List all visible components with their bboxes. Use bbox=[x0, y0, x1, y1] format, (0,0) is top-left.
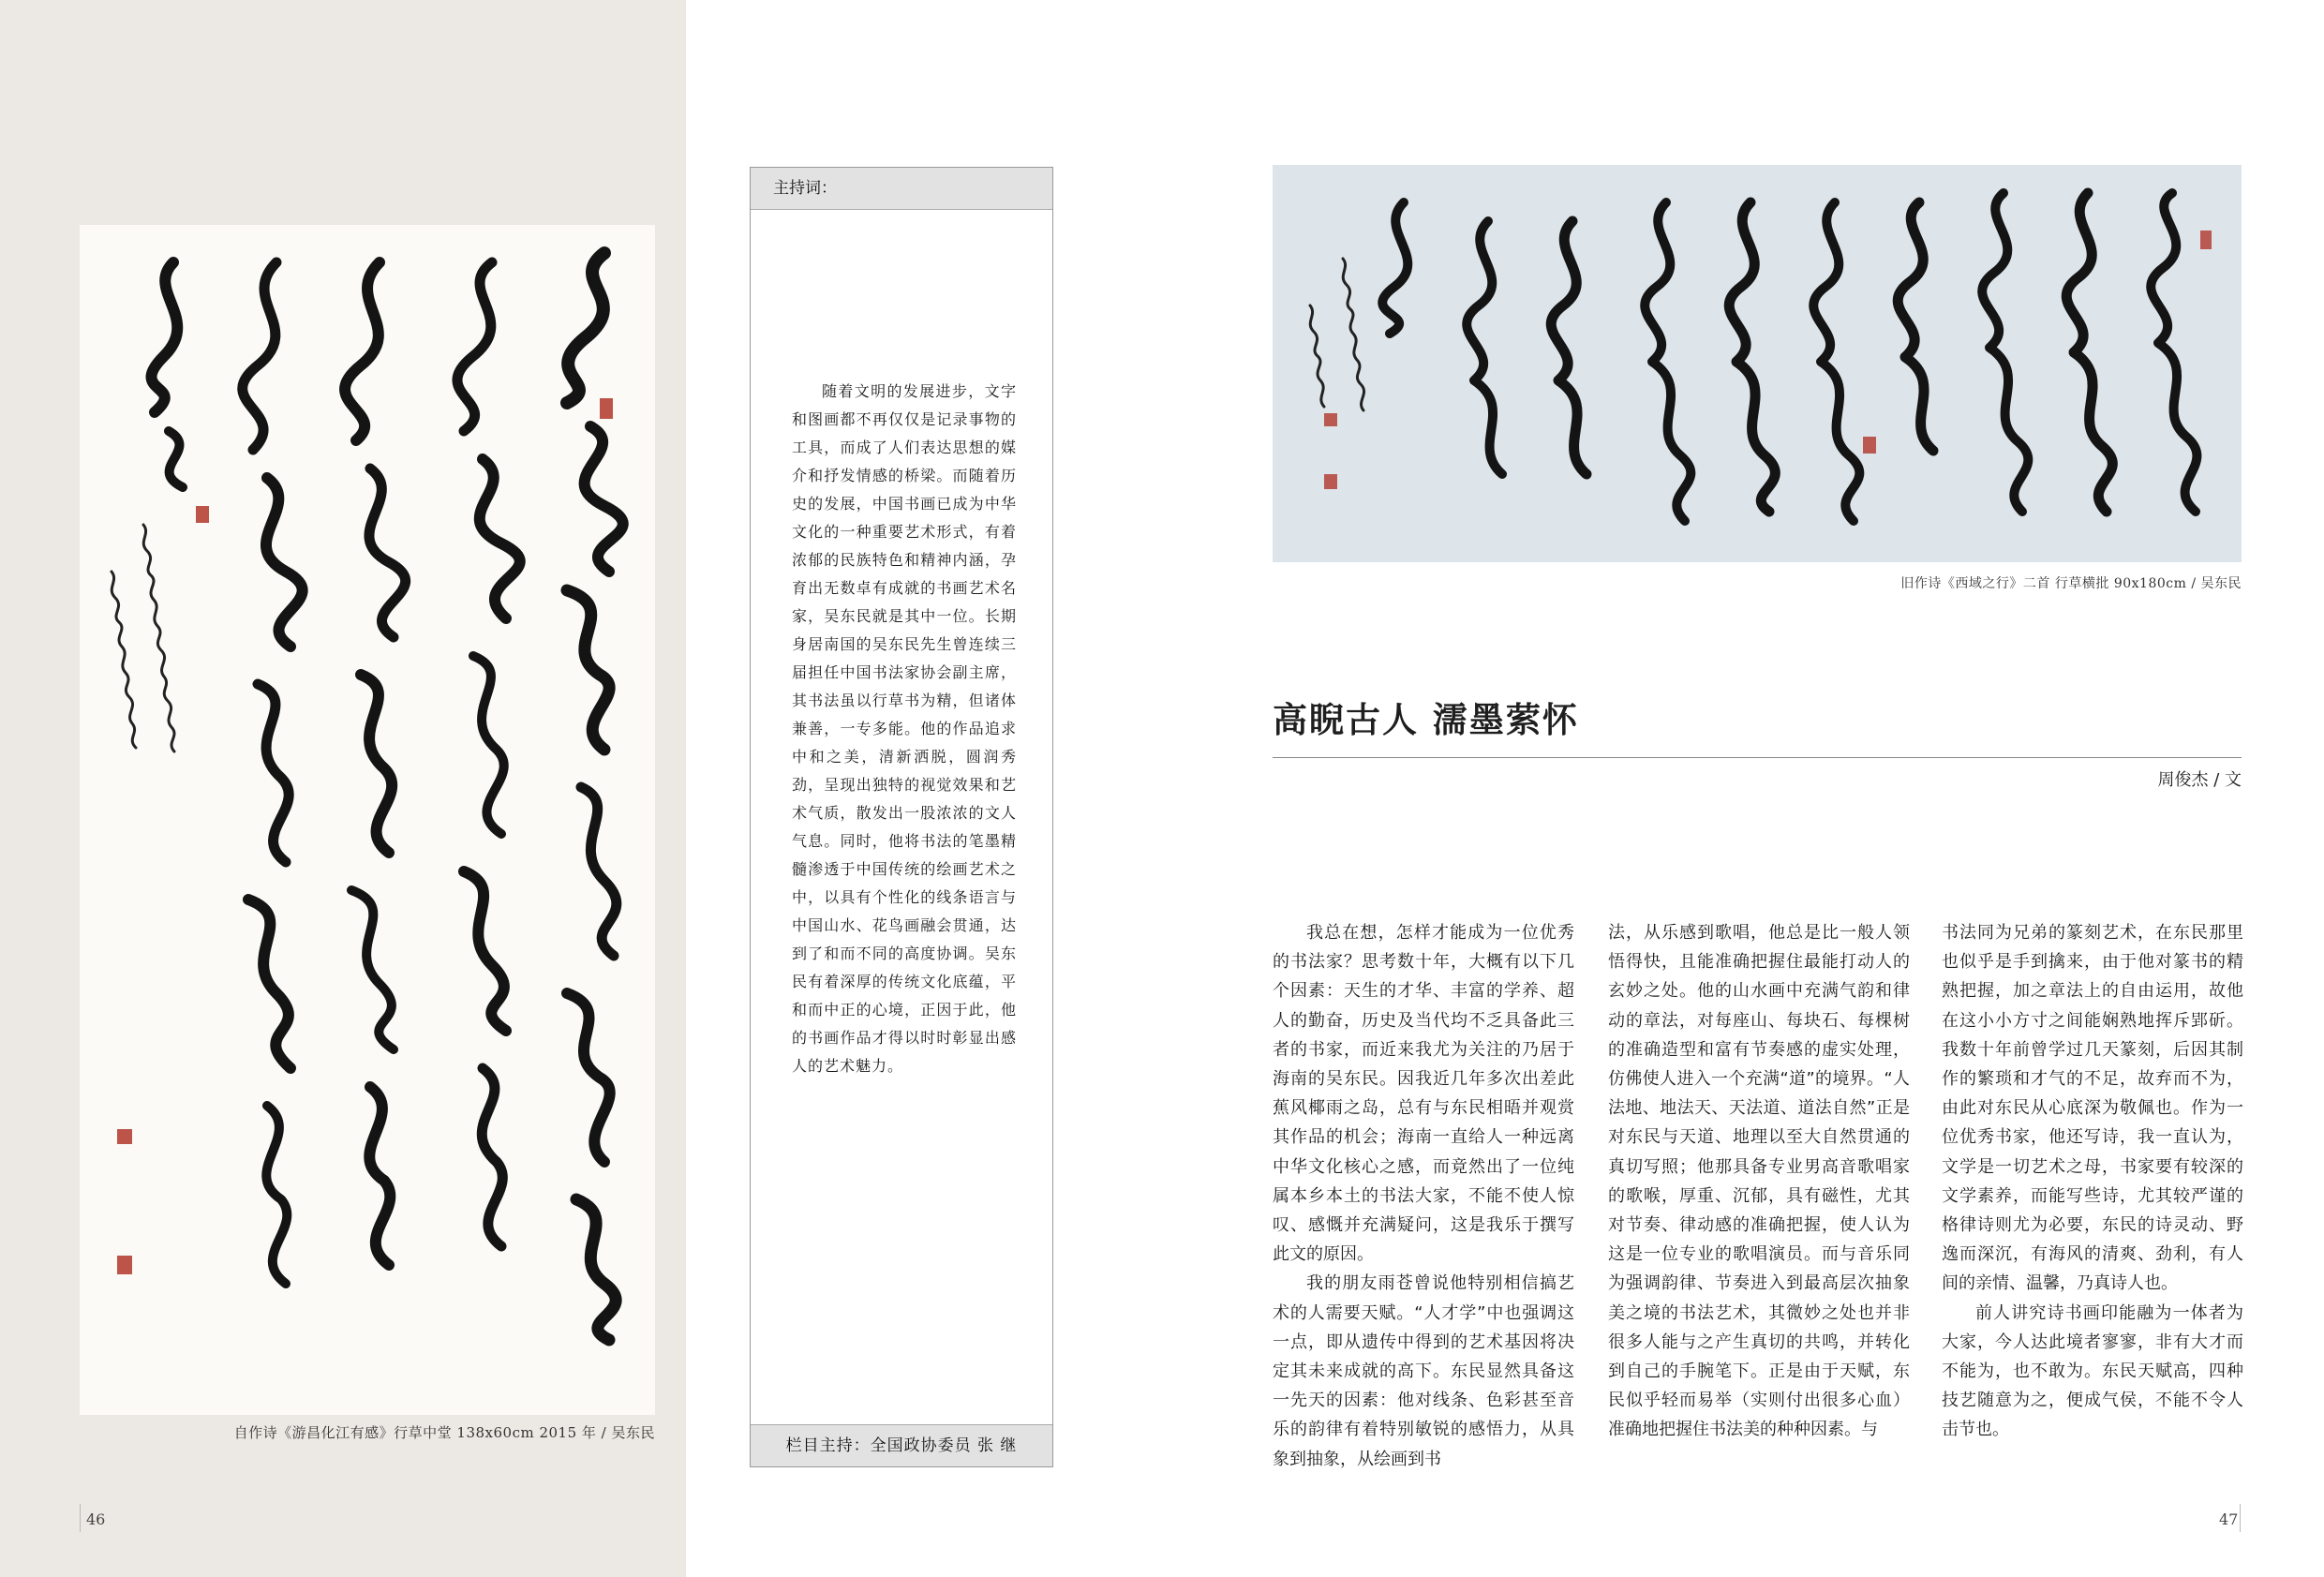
article-paragraph: 法，从乐感到歌唱，他总是比一般人领悟得快，且能准确把握住最能打动人的玄妙之处。他的山水画中充满气韵和律动的章法，对每座山、每块石、每棵树的准确造型和富有节奏感的虚实处理，仿佛使人进入一个充满“道”的境界。“人法地、地法天、天法道、道法自然”正是对东民与天道、地理以至大自然贯通的真切写照；他那具备专业男高音歌唱家的歌喉，厚重、沉郁，具有磁性，尤其对节奏、律动感的准确把握，使人认为这是一位专业的歌唱演员。而与音乐同为强调韵律、节奏进入到最高层次抽象美之境的书法艺术，其微妙之处也并非很多人能与之产生真切的共鸣，并转化到自己的手腕笔下。正是由于天赋，东民似乎轻而易举（实则付出很多心血）准确地把握住书法美的种种因素。与 bbox=[1608, 923, 1910, 1440]
title-divider bbox=[1273, 757, 2242, 758]
article-paragraph: 书法同为兄弟的篆刻艺术，在东民那里也似乎是手到擒来，由于他对篆书的精熟把握，加之章法上的自由运用，故他在这小小方寸之间能娴熟地挥斥郢斫。我数十年前曾学过几天篆刻，后因其制作的繁琐和才气的不足，故弃而不为，由此对东民从心底深为敬佩也。作为一位优秀书家，他还写诗，我一直认为，文学是一切艺术之母，书家要有较深的文学素养，而能写些诗，尤其较严谨的格律诗则尤为必要，东民的诗灵动、野逸而深沉，有海风的清爽、劲利，有人间的亲情、温馨，乃真诗人也。 bbox=[1942, 923, 2243, 1294]
artwork-caption: 自作诗《游昌化江有感》行草中堂 138x60cm 2015 年 / 吴东民 bbox=[233, 1424, 655, 1441]
calligraphy-strokes bbox=[80, 225, 655, 1415]
page-rule bbox=[2240, 1504, 2241, 1532]
horizontal-calligraphy-artwork bbox=[1273, 165, 2242, 562]
author-byline: 周俊杰 / 文 bbox=[2157, 770, 2242, 790]
vertical-calligraphy-artwork bbox=[80, 225, 655, 1415]
banner-calligraphy-strokes bbox=[1273, 165, 2242, 562]
page-rule bbox=[80, 1504, 81, 1532]
banner-caption: 旧作诗《西域之行》二首 行草横批 90x180cm / 吴东民 bbox=[1900, 576, 2242, 591]
page-number-right: 47 bbox=[2219, 1510, 2239, 1528]
article-column-1 bbox=[1273, 918, 1574, 1474]
article-paragraph: 我的朋友雨苍曾说他特别相信搞艺术的人需要天赋。“人才学”中也强调这一点，即从遗传中得到的艺术基因将决定其未来成就的高下。东民显然具备这一先天的因素：他对线条、色彩甚至音乐的韵律有着特别敏锐的感悟力，从具象到抽象，从绘画到书 bbox=[1273, 1273, 1574, 1469]
page-number-left: 46 bbox=[86, 1510, 106, 1528]
host-box-text bbox=[792, 378, 1017, 1080]
host-sidebar-box bbox=[750, 167, 1053, 1467]
host-box-paragraph: 随着文明的发展进步，文字和图画都不再仅仅是记录事物的工具，而成了人们表达思想的媒介和抒发情感的桥梁。而随着历史的发展，中国书画已成为中华文化的一种重要艺术形式，有着浓郁的民族特色和精神内涵，孕育出无数卓有成就的书画艺术名家，吴东民就是其中一位。长期身居南国的吴东民先生曾连续三届担任中国书法家协会副主席，其书法虽以行草书为精，但诸体兼善，一专多能。他的作品追求中和之美，清新洒脱，圆润秀劲，呈现出独特的视觉效果和艺术气质，散发出一股浓浓的文人气息。同时，他将书法的笔墨精髓渗透于中国传统的绘画艺术之中，以具有个性化的线条语言与中国山水、花鸟画融会贯通，达到了和而不同的高度协调。吴东民有着深厚的传统文化底蕴，平和而中正的心境，正因于此，他的书画作品才得以时时彰显出感人的艺术魅力。 bbox=[792, 382, 1017, 1075]
host-box-footer: 栏目主持：全国政协委员 张 继 bbox=[751, 1424, 1052, 1466]
article-column-2 bbox=[1608, 918, 1910, 1445]
host-box-header: 主持词： bbox=[751, 168, 1052, 210]
article-column-3 bbox=[1942, 918, 2243, 1445]
article-paragraph: 前人讲究诗书画印能融为一体者为大家，今人达此境者寥寥，非有大才而不能为，也不敢为。东民天赋高，四种技艺随意为之，便成气侯，不能不令人击节也。 bbox=[1942, 1302, 2243, 1440]
article-title: 高睨古人 濡墨萦怀 bbox=[1273, 700, 1579, 740]
article-paragraph: 我总在想，怎样才能成为一位优秀的书法家？思考数十年，大概有以下几个因素：天生的才华、丰富的学养、超人的勤奋，历史及当代均不乏具备此三者的书家，而近来我尤为关注的乃居于海南的吴东民。因我近几年多次出差此蕉风椰雨之岛，总有与东民相晤并观赏其作品的机会；海南一直给人一种远离中华文化核心之感，而竟然出了一位纯属本乡本土的书法大家，不能不使人惊叹、感慨并充满疑问，这是我乐于撰写此文的原因。 bbox=[1273, 923, 1574, 1265]
